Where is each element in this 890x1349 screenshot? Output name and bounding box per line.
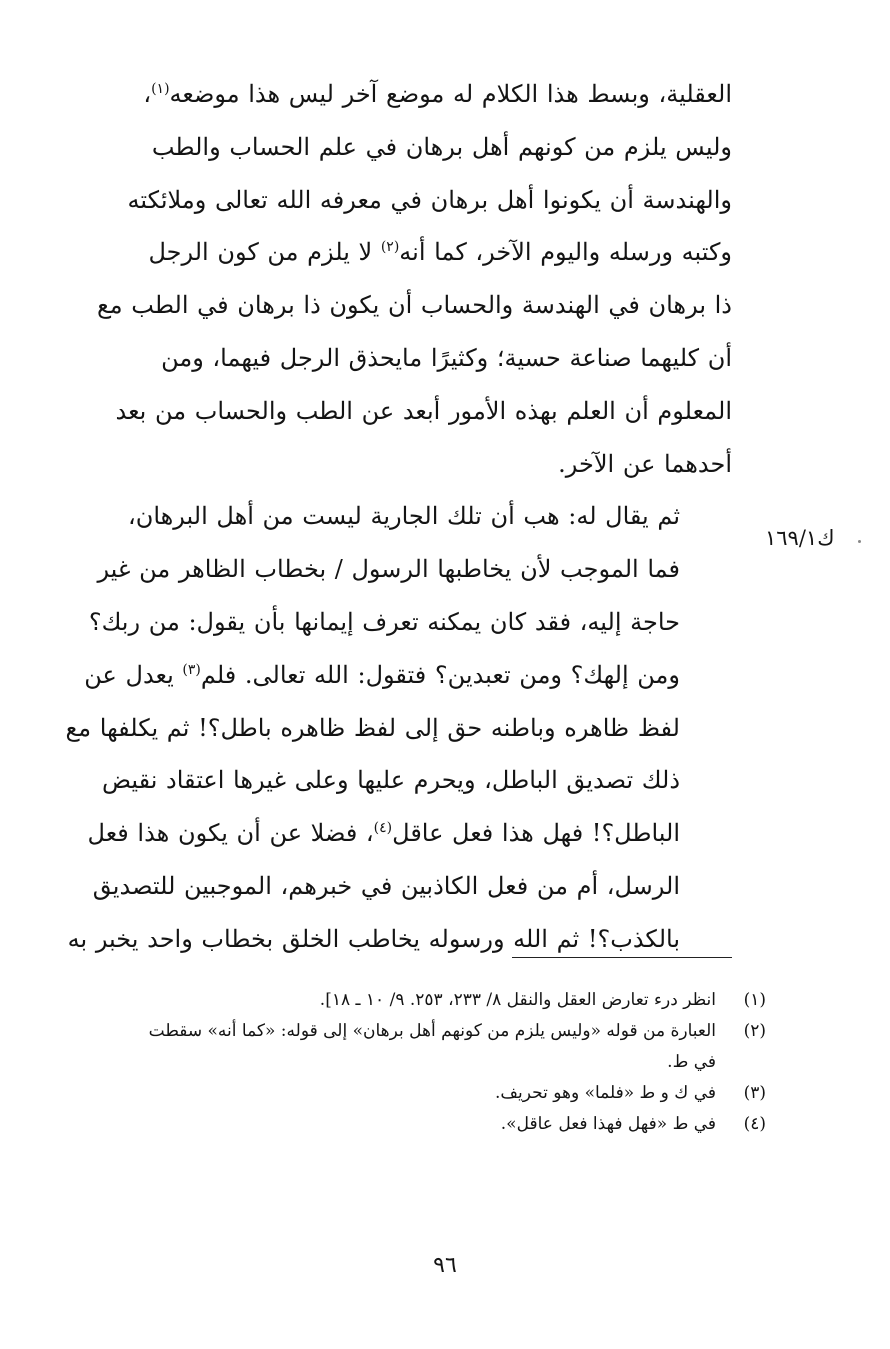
text-segment: وكتبه ورسله واليوم الآخر، كما أنه <box>399 238 732 267</box>
text-line <box>60 649 732 702</box>
footnote-line: في ك و ط «فلما» وهو تحريف. <box>495 1083 716 1103</box>
paragraph <box>60 490 732 965</box>
text-segment: العقلية، وبسط هذا الكلام له موضع آخر ليس هذا موضعه <box>169 80 732 108</box>
text-segment: ثم يقال له: هب أن تلك الجارية ليست من أهل البرهان، <box>127 502 680 531</box>
text-segment: ذلك تصديق الباطل، ويحرم عليها وعلى غيرها اعتقاد نقيض <box>101 766 680 795</box>
text-segment: ، فضلا عن أن يكون هذا فعل <box>87 819 374 848</box>
footnote-item <box>64 1109 766 1140</box>
footnote-marker: (٤) <box>373 820 393 837</box>
text-segment: يعدل عن <box>84 660 183 689</box>
text-segment: لفظ ظاهره وباطنه حق إلى لفظ ظاهره باطل؟! ثم يكلفها مع <box>65 713 680 742</box>
text-line <box>60 543 732 596</box>
text-segment: حاجة إليه، فقد كان يمكنه تعرف إيمانها بأن يقول: من ربك؟ <box>88 607 680 636</box>
text-segment: والهندسة أن يكونوا أهل برهان في معرفه الله تعالى وملائكته <box>127 185 732 214</box>
text-segment: وليس يلزم من كونهم أهل برهان في علم الحساب والطب <box>151 132 732 161</box>
footnote-line: انظر درء تعارض العقل والنقل ٨/ ٢٣٣، ٢٥٣. ٩/ ١٠ ـ ١٨]. <box>319 990 716 1010</box>
footnote-line: العبارة من قوله «وليس يلزم من كونهم أهل برهان» إلى قوله: «كما أنه» سقطت <box>148 1021 716 1041</box>
text-segment: فما الموجب لأن يخاطبها الرسول / بخطاب الظاهر من غير <box>97 555 680 584</box>
footnote-text <box>64 1016 716 1078</box>
text-line <box>60 226 732 279</box>
text-line <box>60 807 732 860</box>
text-line <box>60 702 732 755</box>
text-segment: ، <box>143 80 152 108</box>
text-segment: أن كليهما صناعة حسية؛ وكثيرًا مايحذق الرجل فيهما، ومن <box>161 343 732 372</box>
footnote-number: (٤) <box>743 1114 766 1134</box>
text-line <box>60 332 732 385</box>
footnote-item <box>64 985 766 1016</box>
page-number: ٩٦ <box>433 1253 457 1278</box>
text-line <box>60 279 732 332</box>
footnote-line: في ط. <box>667 1052 716 1072</box>
footnotes <box>64 985 766 1140</box>
text-segment: بالكذب؟! ثم الله ورسوله يخاطب الخلق بخطاب واحد يخبر به <box>67 924 680 953</box>
footnote-marker: (١) <box>151 81 170 97</box>
footnote-marker: (٢) <box>380 239 400 256</box>
text-line <box>60 596 732 649</box>
footnote-line: في ط «فهل فهذا فعل عاقل». <box>500 1114 716 1134</box>
paragraph <box>60 68 732 490</box>
text-line <box>60 68 732 121</box>
scan-speck <box>858 540 861 543</box>
text-line <box>60 438 732 491</box>
text-line <box>60 121 732 174</box>
footnote-item <box>64 1016 766 1078</box>
footnote-text <box>64 985 716 1016</box>
text-segment: المعلوم أن العلم بهذه الأمور أبعد عن الطب والحساب من بعد <box>115 396 732 425</box>
manuscript-folio-note: ك١٦٩/١ <box>765 526 835 550</box>
footnote-text <box>64 1109 716 1140</box>
text-segment: ومن إلهك؟ ومن تعبدين؟ فتقول: الله تعالى. فلم <box>200 660 680 689</box>
text-segment: أحدهما عن الآخر. <box>558 449 732 478</box>
text-segment: الباطل؟! فهل هذا فعل عاقل <box>392 819 680 848</box>
text-line <box>60 754 732 807</box>
text-line <box>60 490 732 543</box>
footnote-text <box>64 1078 716 1109</box>
text-segment: الرسل، أم من فعل الكاذبين في خبرهم، الموجبين للتصديق <box>92 871 680 900</box>
footnote-number: (٣) <box>743 1083 766 1103</box>
text-line <box>60 385 732 438</box>
footnote-item <box>64 1078 766 1109</box>
text-segment: لا يلزم من كون الرجل <box>148 238 381 267</box>
text-line <box>60 860 732 913</box>
main-text <box>60 68 732 966</box>
footnote-number: (١) <box>743 990 766 1010</box>
footnote-separator <box>512 957 732 958</box>
footnote-marker: (٣) <box>182 661 201 678</box>
footnote-number: (٢) <box>743 1021 766 1041</box>
text-segment: ذا برهان في الهندسة والحساب أن يكون ذا برهان في الطب مع <box>97 291 732 320</box>
text-line <box>60 174 732 227</box>
